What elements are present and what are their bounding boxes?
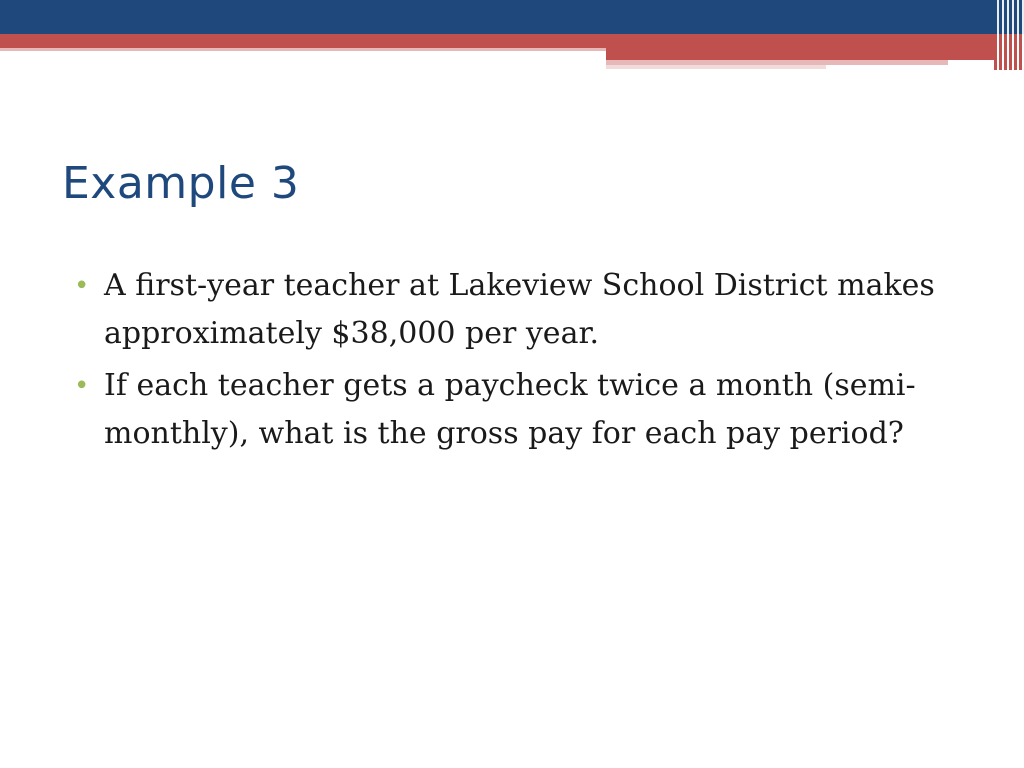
bullet-text: If each teacher gets a paycheck twice a month (semi-monthly), what is the gross pay for each pay period? (104, 368, 916, 451)
header-band-pink-light (606, 65, 826, 69)
bullet-list (74, 262, 954, 462)
bullet-icon: • (74, 271, 90, 301)
header-band-red (0, 34, 1024, 48)
slide-title: Example 3 (62, 158, 300, 209)
bullet-text: A first-year teacher at Lakeview School District makes approximately $38,000 per year. (104, 268, 935, 351)
bullet-icon: • (74, 371, 90, 401)
header-stripes-red-decoration (994, 34, 1024, 70)
header-band-red-extension (606, 48, 1024, 60)
bullet-item (74, 362, 954, 458)
bullet-item (74, 262, 954, 358)
header-band-blue (0, 0, 1024, 34)
header-band-light (0, 48, 606, 51)
